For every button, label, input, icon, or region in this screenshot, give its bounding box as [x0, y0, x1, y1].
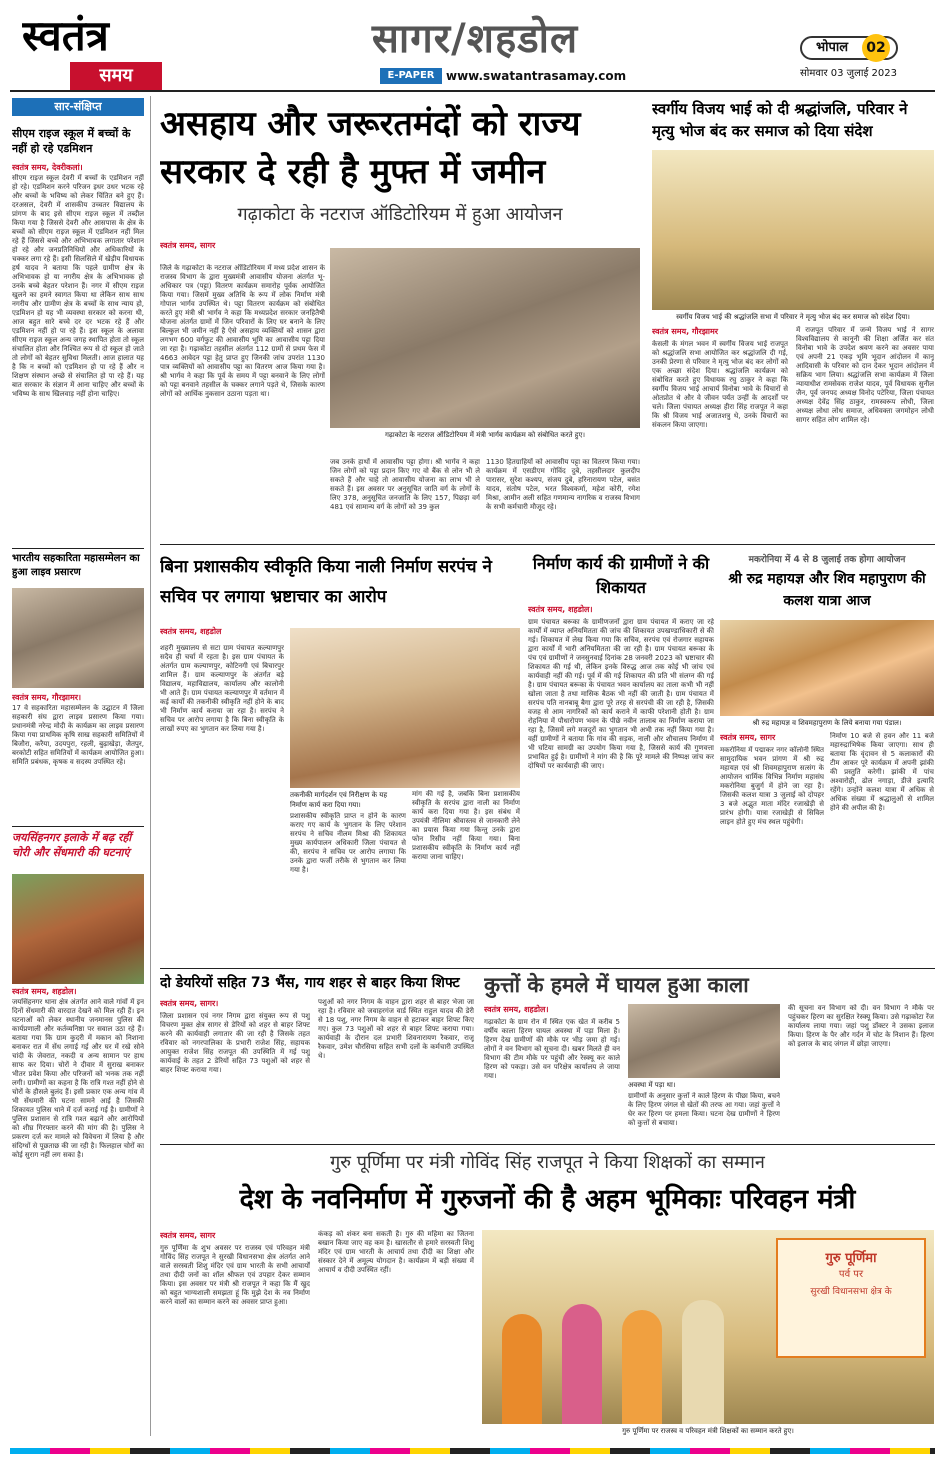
- dairy-headline: दो डेयरियों सहित 73 भैंस, गाय शहर से बाहर किया शिफ्ट: [160, 975, 460, 991]
- divider: [12, 548, 144, 549]
- lead-photo: [330, 248, 640, 428]
- guru-body-col2: कंकड़ को शंकर बना सकती है। गुरु की महिमा का जितना बखान किया जाए वह कम है। खासतौर से हमारे सरस्वती शिशु मंदिर एवं ग्राम भारती के आचार्य तथा दीदी का शिक्षा और संस्कार देने में अमूल्य योगदान है। कार्यक्रम में बड़ी संख्या में आचार्य व दीदी उपस्थित रहीं।: [318, 1230, 474, 1274]
- hiran-body-col1: गढ़ाकोटा के ग्राम रोन में स्थित एक खेत में करीब 5 वर्षीय काला हिरण घायल अवस्था में पड़ा मिला है। हिरण देख ग्रामीणों की मौके पर भीड़ जमा हो गई। लोगों ने वन विभाग को सूचना दी। खबर मिलते ही वन विभाग की टीम मौके पर पहुंची और रेस्क्यू कर काले हिरण को पकड़ा। उसे वन परिक्षेत्र कार्यालय ले जाया गया।: [484, 1018, 620, 1080]
- right-top-caption: स्वर्गीय विजय भाई की श्रद्धांजलि सभा में परिवार ने मृत्यु भोज बंद कर समाज को संदेश दिया।: [676, 313, 910, 321]
- banner-line2: पर्व पर: [838, 1269, 864, 1280]
- naali-headline: बिना प्रशासकीय स्वीकृति किया नाली निर्माण सरपंच ने सचिव पर लगाया भ्रष्टाचार का आरोप: [160, 557, 492, 607]
- banner-line1: गुरु पूर्णिमा: [825, 1251, 877, 1266]
- dairy-body-col2: पशुओं को नगर निगम के वाहन द्वारा शहर से बाहर भेजा जा रहा है। रविवार को जवाहरगंज वार्ड स्थित राहुल यादव की डेरी से 18 पशु, नगर निगम के वाहन से हटाकर बाहर शिफ्ट किए गए। कुल 73 पशुओं को शहर से बाहर शिफ्ट कराया गया। कार्यवाही के दौरान दल प्रभारी शिवनारायण रैकवार, राजू रैकवार, उमेश चौरसिया सहित सभी दलों के कर्मचारी उपस्थित थे।: [318, 998, 474, 1060]
- guru-kicker: गुरु पूर्णिमा पर मंत्री गोविंद सिंह राजपूत ने किया शिक्षकों का सम्मान: [330, 1152, 765, 1173]
- hiran-body-col3: की सूचना वन विभाग को दी। वन विभाग ने मौके पर पहुंचकर हिरण का सुरक्षित रेस्क्यू किया। उसे गढ़ाकोटा रेंज कार्यालय लाया गया। जहां पशु डॉक्टर ने उसका इलाज किया। हिरण के पैर और गर्दन में चोट के निशान हैं। हिरण को इलाज के बाद जंगल में छोड़ा जाएगा।: [788, 1004, 934, 1048]
- naali-photo: [290, 628, 520, 788]
- dairy-body-col1: जिला प्रशासन एवं नगर निगम द्वारा संयुक्त रूप से पशु विचरण मुक्त क्षेत्र सागर से डेरियों को शहर से बाहर शिफ्ट करने की कार्यवाही लगातार की जा रही है जिसके तहत रविवार को नगरपालिका के प्रभारी राजेश सिंह, सहायक आयुक्त राजेश सिंह राजपूत की उपस्थिति में गई पशु कार्यवाई के तहत 2 डेरियों सहित 73 पशुओं को शहर से बाहर शिफ्ट कराया गया।: [160, 1012, 310, 1074]
- yagya-kicker: मकरोनिया में 4 से 8 जुलाई तक होगा आयोजन: [748, 555, 906, 565]
- guru-byline: स्वतंत्र समय, सागर: [160, 1231, 216, 1240]
- guru-photo: [482, 1230, 934, 1424]
- lead-headline: असहाय और जरूरतमंदों को राज्य सरकार दे रही है मुफ्त में जमीन: [160, 104, 581, 192]
- left-story2-headline: भारतीय सहकारिता महासम्मेलन का हुआ लाइव प्रसारण: [12, 553, 140, 578]
- naali-byline: स्वतंत्र समय, शहडोल: [160, 627, 222, 636]
- left-story1-byline: स्वतंत्र समय, देवरीकलां।: [12, 163, 83, 172]
- yagya-body-col2: निर्माण 10 बजे से हवन और 11 बजे महारुद्राभिषेक किया जाएगा। साथ ही बताया कि वृंदावन से 5 कलाकारों की टीम आकर पूरे कार्यक्रम में अपनी झांकी की प्रस्तुति करेगी। झांकी में पांच अश्वारोही, ढोल नगाड़ा, डीजे इत्यादि रहेंगे। उन्होंने कलश यात्रा में अधिक से अधिक संख्या में श्रद्धालुओं से शामिल होने की अपील की है।: [830, 732, 934, 812]
- naali-body-col3: मांग की गई है, जबकि बिना प्रशासकीय स्वीकृति के सरपंच द्वारा नाली का निर्माण कार्य करा दिया गया है। इस संबंध में उपयंत्री नीलिमा श्रीवास्तव से जानकारी लेने का प्रयास किया गया किन्तु उनके द्वारा फोन रिसीव नहीं किया गया। बिना प्रशासकीय स्वीकृति के निर्माण कार्य नहीं कराया जाना चाहिए।: [412, 790, 520, 861]
- pandal-photo: [720, 620, 934, 716]
- logo-bottom: समय: [70, 62, 162, 90]
- left-story3-byline: स्वतंत्र समय, शहडोल।: [12, 987, 77, 996]
- lead-body-col2: जब उनके हाथों में आवासीय पट्टा होगा। श्री भार्गव ने कहा जिन लोगों को पट्टा प्रदान किए गए वो बैंक से लोन भी ले सकते हैं और चाहे तो आवासीय योजना का लाभ भी ले सकते हैं। इस अवसर पर अनुसूचित जाति वर्ग के लोगों के लिए 378, अनुसूचित जनजाति के लिए 157, पिछड़ा वर्ग 481 एवं सामान्य वर्ग के लोगों को 39 कुल: [330, 458, 480, 511]
- naali-photo-caption: तकनीकी मार्गदर्शन एवं निरीक्षण के यह निर्माण कार्य करा दिया गया।: [290, 791, 388, 809]
- yagya-caption: श्री रुद्र महायज्ञ व शिवमहापुराण के लिये बनाया गया पंडाल।: [752, 719, 902, 727]
- section-rule: [160, 1144, 935, 1145]
- logo-top: स्वतंत्र: [22, 11, 109, 60]
- left-story2-byline: स्वतंत्र समय, गौरझामर।: [12, 693, 82, 702]
- right-top-body-col2: में राजपूत परिवार में जन्मे विजय भाई ने सागर विश्वविद्यालय से कानूनी की शिक्षा अर्जित कर संत विनोबा भावे के उपदेश श्रवण करने का अवसर पाया एवं अपनी 21 एकड़ भूमि भूदान आंदोलन में कानू आदिवासी के परिवार को दान देकर भूदान आंदोलन में सक्रिय भाग लिया। श्रद्धांजलि सभा कार्यक्रम में जिला न्यायाधीश रामसेवक राजेश यादव, पूर्व विधायक सुनील जैन, पूर्व जनपद अध्यक्ष विनोद पटेरिया, जिला पंचायत अध्यक्ष देवेंद्र सिंह ठाकुर, रामस्वरूप लोधी, जिला अध्यक्ष लोधा लोध समाज, अधिवक्ता जगमोहन लोधी सागर सहित लोग शामिल रहे।: [796, 326, 934, 424]
- nirman-byline: स्वतंत्र समय, शहडोल।: [528, 605, 593, 614]
- person-figure: [622, 1310, 662, 1424]
- person-figure: [502, 1314, 542, 1424]
- sammelan-photo: [12, 588, 144, 688]
- lead-body-col3: 1130 हितग्राहियों को आवासीय पट्टा का वितरण किया गया। कार्यक्रम में एसडीएम गोविंद दुबे, तहसीलदार कुलदीप पारासर, सुरेश कश्यप, संजय दुबे, हरिनारायण पटेल, बसंत यादव, संतोष पटेल, भरत विश्वकर्मा, महेश कोरी, रमेश मिश्रा, आमीन अली सहित गणमान्य नागरिक व राजस्व विभाग के सभी कर्मचारी मौजूद रहे।: [486, 458, 640, 511]
- epaper-badge: E-PAPER: [380, 68, 442, 84]
- section-title: सागर/शहडोल: [371, 16, 579, 62]
- masthead-rule: [10, 90, 935, 92]
- hiran-body-col2: ग्रामीणों के अनुसार कुत्तों ने काले हिरण के पीछा किया, बचने के लिए हिरण जंगल से खेतों की तरफ आ गया। जहां कुत्तों ने घेर कर हिरण पर हमला किया। घटना देख ग्रामीणों ने हिरण को कुत्तों से बचाया।: [628, 1092, 780, 1127]
- lead-subhead: गढ़ाकोटा के नटराज ऑडिटोरियम में हुआ आयोजन: [237, 204, 563, 225]
- guru-banner: [776, 1238, 926, 1358]
- saar-header: सार-संक्षिप्त: [12, 98, 144, 116]
- naali-body-col1: शहरी मुख्यालय से सटा ग्राम पंचायत कल्याणपुर सदैव ही चर्चा में रहता है। इस ग्राम पंचायत के अंतर्गत ग्राम कल्याणपुर, कोटिनगी एवं बिचारपुर शामिल हैं। ग्राम कल्याणपुर के अंतर्गत बड़े विद्यालय, महाविद्यालय, कार्यालय और कालोनी भी आते हैं। ग्राम पंचायत कल्याणपुर में वर्तमान में कई कार्यों की तकनीकी स्वीकृति नहीं होने के बाद भी निर्माण कार्य कराया जा रहा है। सरपंच ने सचिव पर आरोप लगाया है कि बिना स्वीकृति के लाखों रुपए का भुगतान कर लिया गया है।: [160, 644, 284, 733]
- column-separator: [150, 96, 151, 1436]
- naali-body-col2: प्रशासकीय स्वीकृति प्राप्त न होने के कारण कराए गए कार्य के भुगतान के लिए परेशान सरपंच ने सचिव नीलम मिश्रा की शिकायत मुख्य कार्यपालन अधिकारी जिला पंचायत से की, सरपंच ने सचिव पर आरोप लगाया कि उनके द्वारा फर्जी तरीके से भुगतान कर लिया गया है।: [290, 812, 406, 874]
- hiran-headline: कुत्तों के हमले में घायल हुआ काला: [484, 973, 749, 997]
- yagya-headline: श्री रुद्र महायज्ञ और शिव महापुराण की कलश यात्रा आज: [728, 571, 926, 609]
- lead-body-col1: जिले के गढ़ाकोटा के नटराज ऑडिटोरियम में मध्य प्रदेश शासन के राजस्व विभाग के द्वारा मुख्यमंत्री आवासीय योजना अंतर्गत भू-अधिकार पत्र (पट्टा) वितरण कार्यक्रम समारोह पूर्वक आयोजित किया गया। जिसमें मुख्य अतिथि के रूप में लोक निर्माण मंत्री गोपाल भार्गव उपस्थित थे। पट्टा वितरण कार्यक्रम को संबोधित करते हुए मंत्री श्री भार्गव ने कहा कि मध्यप्रदेश सरकार जनहितैषी योजना अंतर्गत ग्रामों में जिन परिवारों के लिए घर बनाने के लिए बिल्कुल भी जमीन नहीं है ऐसे असहाय व्यक्तियों को शासन द्वारा लगभग 600 वर्गफुट की आवासीय भूमि का आवासीय पट्टा दिया जा रहा है। गढ़ाकोटा तहसील अंतर्गत 112 ग्रामों से प्रथम फेस में 4663 आवेदन पट्टा हेतु प्राप्त हुए जिनकी जांच उपरांत 1130 पात्र व्यक्तियों को आवासीय पट्टा का वितरण आज किया गया है। श्री भार्गव ने कहा कि पूर्व के समय में पट्टा बनवाने के लिए लोगों को पट्टा बनवाने तहसील के चक्कर लगाने पड़ते थे, जिसके कारण लोगों को आर्थिक नुकसान उठाना पड़ता था।: [160, 264, 325, 398]
- hiran-caption: अवस्था में पड़ा था।: [628, 1081, 676, 1089]
- guru-caption: गुरु पूर्णिमा पर राजस्व व परिवहन मंत्री शिक्षकों का सम्मान करते हुए।: [622, 1427, 794, 1435]
- right-top-headline: स्वर्गीय विजय भाई को दी श्रद्धांजलि, परिवार ने मृत्यु भोज बंद कर समाज को दिया संदेश: [652, 100, 908, 140]
- dairy-byline: स्वतंत्र समय, सागर।: [160, 999, 219, 1008]
- right-top-body-col1: केसली के मंगल भवन में स्वर्गीय विजय भाई राजपूत को श्रद्धांजलि सभा आयोजित कर श्रद्धांजलि दी गई, उनकी प्रेरणा से परिवार ने मृत्यु भोज बंद कर लोगों को एक अच्छा संदेश दिया। श्रद्धांजलि कार्यक्रम को संबोधित करते हुए विधायक रघु ठाकुर ने कहा कि स्वर्गीय विजय भाई आचार्य विनोबा भावे के विचारों से ओतप्रोत थे और वे जीवन पर्यंत उन्हीं के आदर्शों पर चले। जिला पंचायत अध्यक्ष हीरा सिंह राजपूत ने कहा कि श्री विजय भाई अजातशत्रु थे, उनके विचारों का संकलन किया जाएगा।: [652, 340, 788, 429]
- yagya-body-col1: मकरोनिया में पद्माकर नगर कॉलोनी स्थित सामुदायिक भवन प्रांगण में श्री रुद्र महायज्ञ एवं श्री शिवमहापुराण सत्संग के आयोजन धार्मिक विभिन्न निर्माण महासंघ मकरोनिया बुजुर्ग में होने जा रहा है। जिसकी कलश यात्रा 3 जुलाई को दोपहर 3 बजे अद्भुत माता मंदिर रजाखेड़ी से प्रारंभ होगी। यात्रा रजाखेड़ी से सिविल लाइन होते हुए मंच स्थल पहुंचेगी।: [720, 746, 824, 826]
- left-story1-headline: सीएम राइज स्कूल में बच्चों के नहीं हो रहे एडमिशन: [12, 127, 131, 155]
- divider: [12, 826, 144, 827]
- left-story2-body: 17 वे सहकारिता महासम्मेलन के उद्घाटन में जिला सहकारी संघ द्वारा लाइव प्रसारण किया गया। प्रधानमंत्री नरेन्द्र मोदी के कार्यक्रम का लाइव प्रसारण किया गया प्राथमिक कृषि साख सहकारी समितियों में बिजौरा, करैया, उदयपुरा, रहली, बुढ़ाखेड़ा, जैतपुर, बरकोटी सहित समितियों में कार्यक्रम आयोजित हुआ। समिति प्रबंधक, कृषक व सदस्य उपस्थित रहे।: [12, 704, 144, 766]
- site-url[interactable]: www.swatantrasamay.com: [446, 69, 627, 83]
- nirman-body: ग्राम पंचायत बरूका के ग्रामीणजनों द्वारा ग्राम पंचायत में कराए जा रहे कार्यों में व्याप्त अनियमितता की जांच की शिकायत उपखण्डाधिकारी से की गई। शिकायत में लेख किया गया कि सचिव, सरपंच एवं रोजगार सहायक द्वारा कार्यों में भारी अनियमितता की जा रही है। ग्राम पंचायत बरूका के पंच एवं ग्रामीणों ने जनसुनवाई दिनांक 28 जनवरी 2023 को भ्रष्टाचार की शिकायत की गई थी, लेकिन इनके विरुद्ध आज तक कोई भी जांच एवं कार्यवाही नहीं की गई। पूर्व में की गई शिकायत की प्रति भी संलग्न की गई है। ग्राम पंचायत बरूका के पंचायत भवन कार्यालय का ताला कभी भी नहीं खोला जाता है तथा मासिक बैठक भी नहीं की जाती है। ग्राम पंचायत में सरपंच पति नानबाबू बैगा द्वारा पूरे तरह से सरपंची की जा रही है, जिसकी वजह से आम नागरिकों को कार्य कराने में काफी परेशानी होती है। ग्राम रोहनिया में पौधारोपण भवन के पीछे नवीन तालाब का निर्माण कराया जा रहा है, जिसमें लगे मजदूरों का भुगतान भी अभी तक नहीं किया गया है। वहीं ग्रामीणों ने बताया कि गांव की सड़क, नाली और शौचालय निर्माण में भी घटिया सामग्री का उपयोग किया गया है, जिससे कार्य की गुणवत्ता प्रभावित हुई है। ग्रामीणों ने मांग की है कि पूरे मामले की निष्पक्ष जांच कर दोषियों पर कार्यवाही की जाए।: [528, 618, 714, 770]
- nirman-headline: निर्माण कार्य की ग्रामीणों ने की शिकायत: [532, 554, 710, 597]
- page-number: 02: [862, 34, 890, 62]
- left-story1-body: सीएम राइज स्कूल देवरी में बच्चों के एडमिशन नहीं हो रहे। एडमिशन करने परिजन इधर उधर भटक रहे और बच्चों के भविष्य को लेकर चिंतित बने हुए हैं। दरअसल, देवरी में शासकीय उच्चतर विद्यालय के प्रांगण के बाद इसे सीएम राइज स्कूल में तब्दील किया गया है जिससे देवरी और आसपास के क्षेत्र के बच्चों को सीएम राइज स्कूल में एडमिशन नहीं मिल रहे हैं जिससे बच्चे और अभिभावक लगातार परेशान हो रहे और जनप्रतिनिधियों और अधिकारियों के चक्कर लगा रहे हैं। इसी सिलसिले में खेड़ीय विधायक हर्ष यादव ने बताया कि पहले ग्रामीण क्षेत्र के अभिभावक हो या नगरीय क्षेत्र के अभिभावक हो उनके बच्चे बेहतर परेशान हैं। नगर में सीएम राइज खुलने का हमने स्वागत किया था लेकिन साथ साथ नगरीय और ग्रामीण क्षेत्र के बच्चों के साथ न्याय हो, एडमिशन हो यह भी व्यवस्था सरकार को करना थी, आज बहुत सारे बच्चे दर दर भटक रहे हैं और एडमिशन नहीं हो पा रहे हैं। इस स्कूल के अलावा सीएम राइज स्कूल अन्य जगह स्थापित होता तो स्कूल संचालित होता और निश्चित रूप से दो स्कूल हो जाते तो लोगों को बेहतर सुविधा मिलती। आज हालात यह है कि न बच्चों को एडमिशन हो पा रहे हैं और न शिक्षण संस्थान अच्छे से संचालित हो पा रहे हैं। यह बात सरकार के संज्ञान में आना चाहिए और बच्चों के भविष्य के साथ खिलवाड़ नहीं होना चाहिए।: [12, 174, 144, 398]
- yagya-byline: स्वतंत्र समय, सागर: [720, 733, 776, 742]
- right-top-byline: स्वतंत्र समय, गौरझामर: [652, 327, 719, 336]
- registration-bar: [10, 1448, 935, 1454]
- person-figure: [682, 1300, 724, 1424]
- shraddhanjali-photo: [652, 150, 934, 310]
- burglary-photo: [12, 874, 144, 984]
- guru-body-col1: गुरु पूर्णिमा के शुभ अवसर पर राजस्व एवं परिवहन मंत्री गोविंद सिंह राजपूत ने सुरखी विधानसभा क्षेत्र अंतर्गत आने वाले सरस्वती शिशु मंदिर एवं ग्राम भारती के सभी आचार्यों तथा दीदी जनों का शॉल श्रीफल एवं उपहार देकर सम्मान किया। इस अवसर पर मंत्री श्री राजपूत ने कहा कि मैं खुद को बहुत भाग्यशाली समझता हूं कि मुझे देश के नव निर्माण करने वालों का सम्मान करने का अवसर प्राप्त हुआ।: [160, 1244, 310, 1306]
- section-rule: [160, 968, 935, 969]
- section-rule: [160, 544, 935, 545]
- dateline: सोमवार 03 जुलाई 2023: [800, 68, 897, 79]
- deer-photo: [628, 1004, 780, 1078]
- banner-line3: सुरखी विधानसभा क्षेत्र के: [810, 1287, 892, 1297]
- city-label: भोपाल: [800, 36, 898, 60]
- left-story3-headline: जयसिंहनगर इलाके में बढ़ रहीं चोरी और सेंधमारी की घटनाएं: [12, 831, 132, 859]
- lead-byline: स्वतंत्र समय, सागर: [160, 241, 216, 250]
- lead-photo-caption: गढ़ाकोटा के नटराज ऑडिटोरियम में मंत्री भार्गव कार्यक्रम को संबोधित करते हुए।: [384, 431, 586, 439]
- person-figure: [562, 1304, 602, 1424]
- hiran-byline: स्वतंत्र समय, शहडोल।: [484, 1005, 549, 1014]
- guru-headline: देश के नवनिर्माण में गुरुजनों की है अहम भूमिकाः परिवहन मंत्री: [239, 1184, 856, 1215]
- left-story3-body: जयसिंहनगर थाना क्षेत्र अंतर्गत आने वाले गांवों में इन दिनों सेंधमारी की वारदात देखने को मिल रही हैं। इन घटनाओं को लेकर स्थानीय जनमानस पुलिस की कार्यप्रणाली और कर्तव्यनिष्ठा पर सवाल उठा रहे हैं। बताया गया कि ग्राम कुदरी में मकान को निशाना बनाकर रात में सेंध लगाई गई और घर में रखे सोने चांदी के जेवरात, नकदी व अन्य सामान पर हाथ साफ कर दिया। चोरों ने दीवार में सुराख बनाकर भीतर प्रवेश किया और परिजनों को भनक तक नहीं लगी। ग्रामीणों का कहना है कि रात्रि गश्त नहीं होने से चोरों के हौसले बुलंद हैं। इसी प्रकार एक अन्य गांव में भी सेंधमारी की घटना सामने आई है जिसकी शिकायत पुलिस थाने में दर्ज कराई गई है। ग्रामीणों ने पुलिस प्रशासन से रात्रि गश्त बढ़ाने और आरोपियों को शीघ्र गिरफ्तार करने की मांग की है। पुलिस ने प्रकरण दर्ज कर मामले को विवेचना में लिया है और संदिग्धों से पूछताछ की जा रही है। फिलहाल चोरों का कोई सुराग नहीं लग सका है।: [12, 998, 144, 1159]
